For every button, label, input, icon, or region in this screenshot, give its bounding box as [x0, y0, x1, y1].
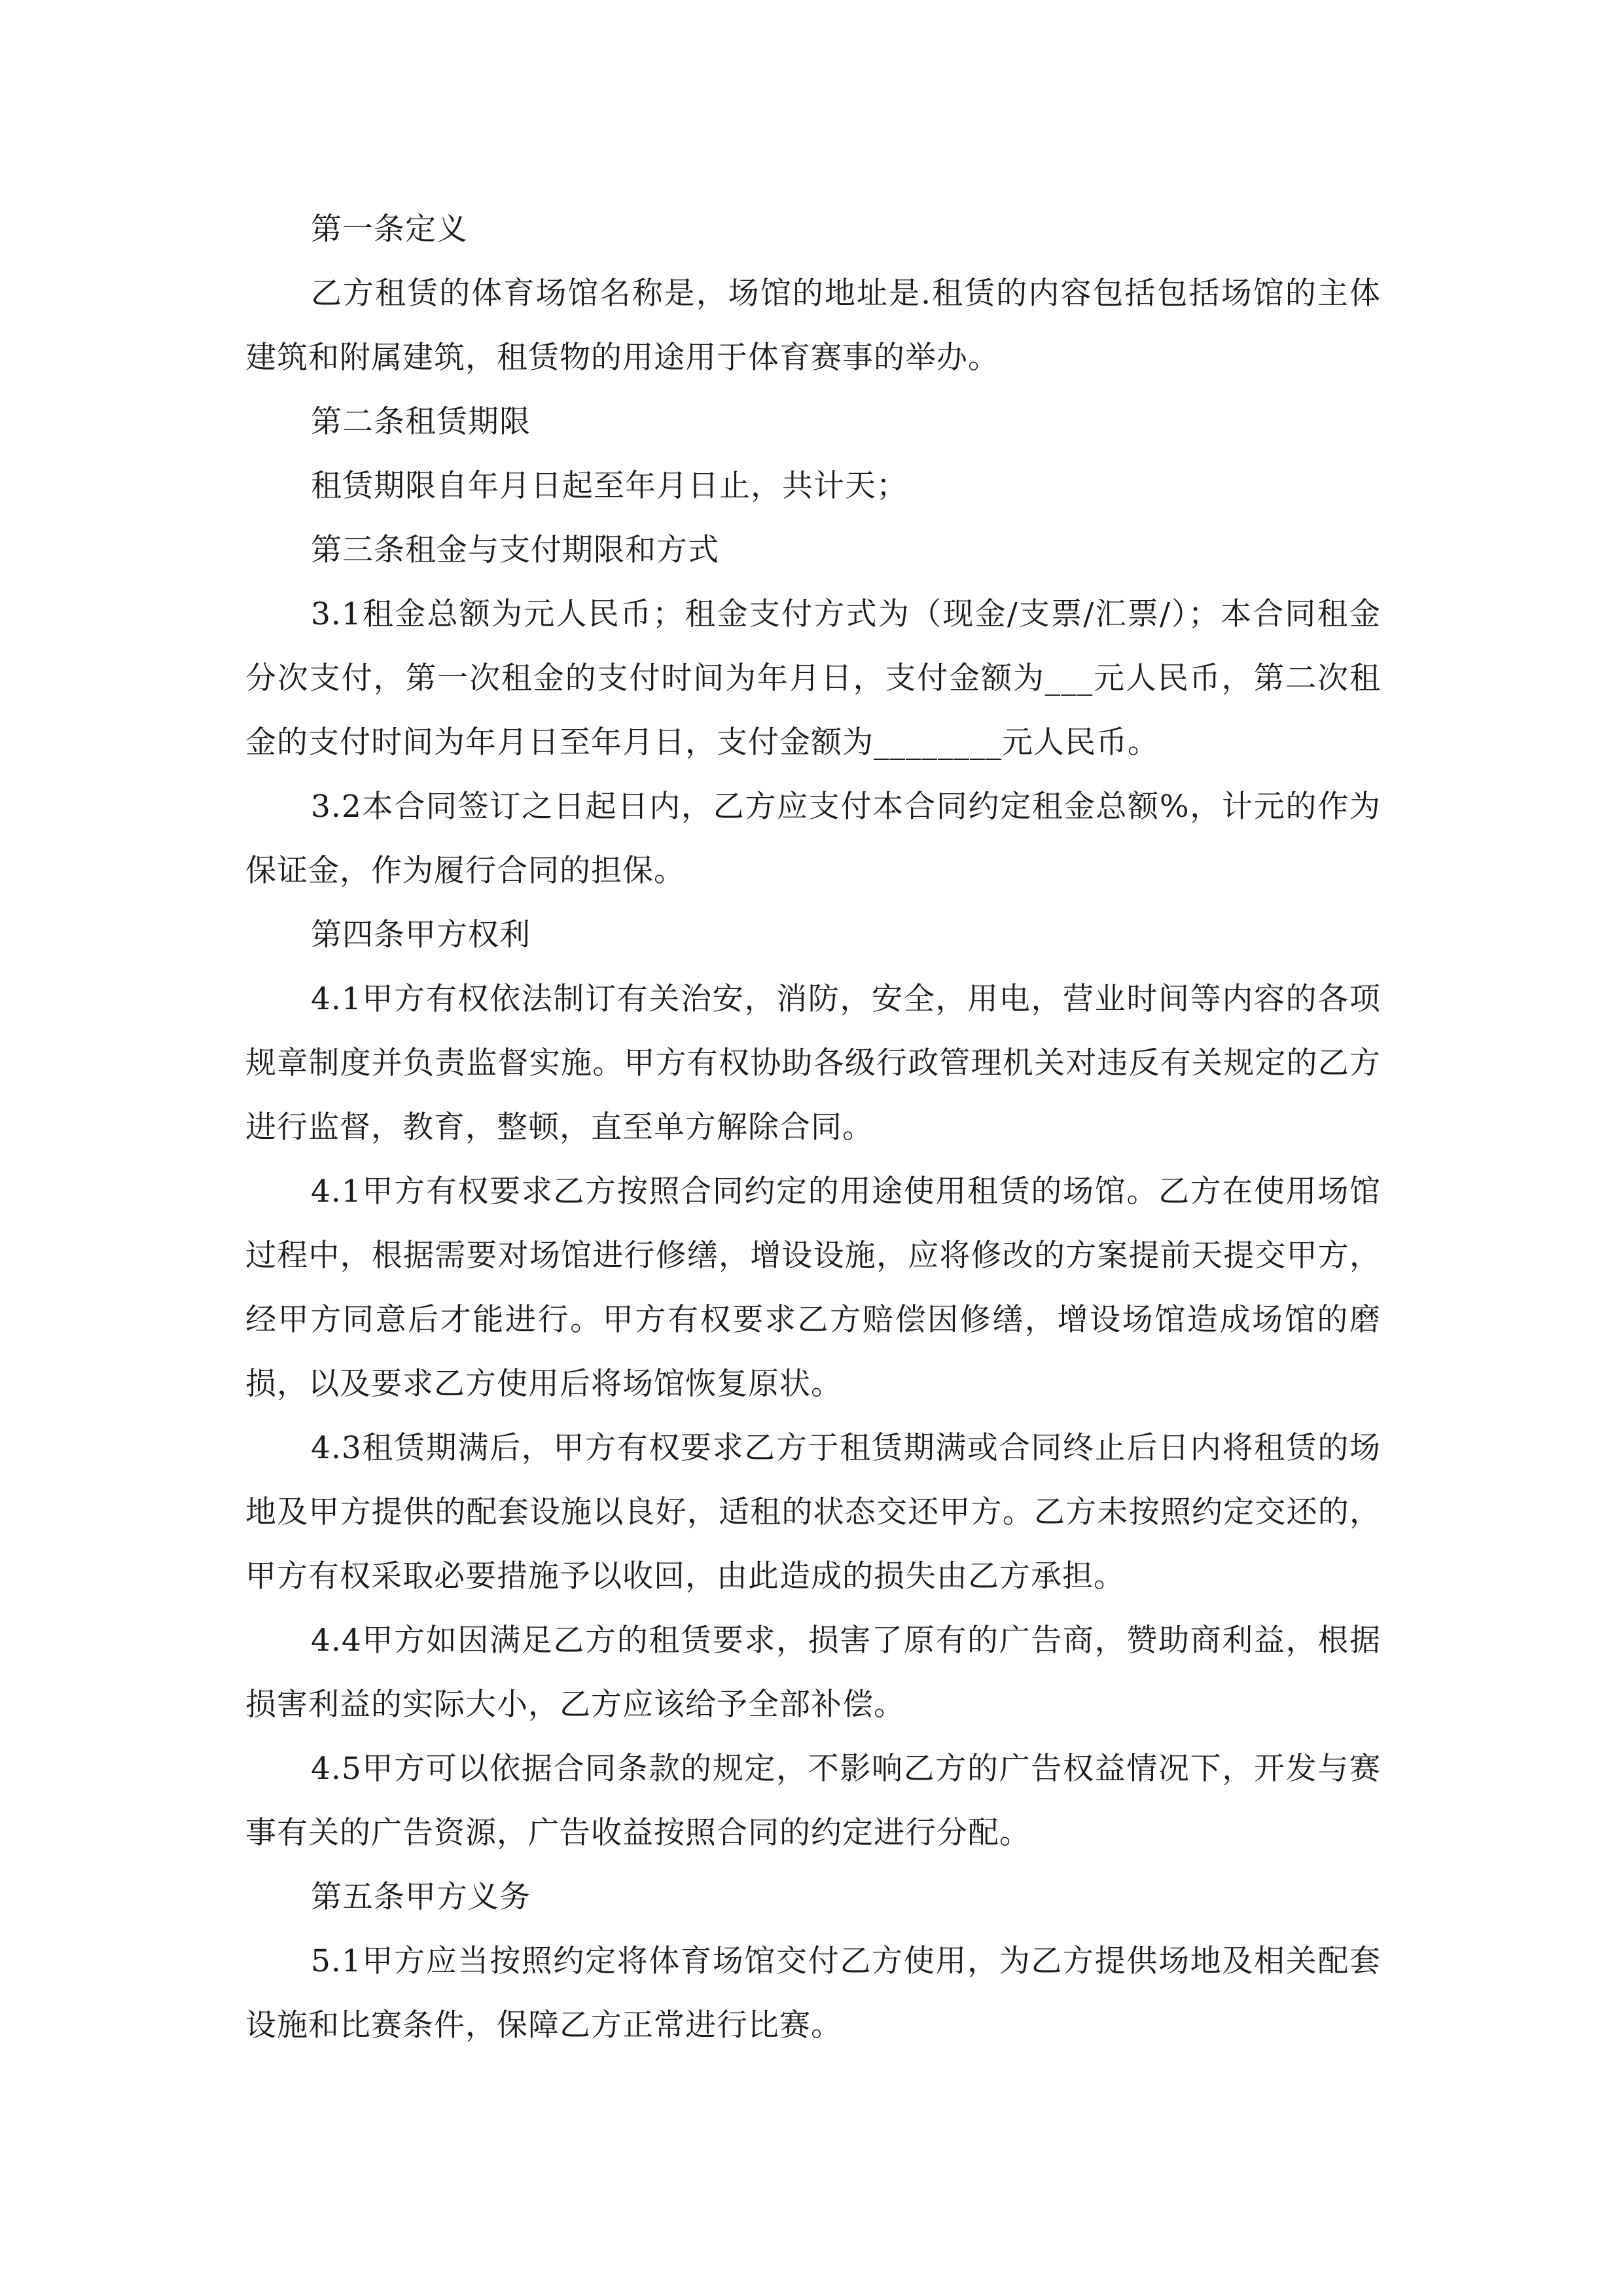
- article-1-paragraph: 乙方租赁的体育场馆名称是，场馆的地址是.租赁的内容包括包括场馆的主体建筑和附属建筑，租赁物的用途用于体育赛事的举办。: [245, 276, 1381, 376]
- clause-3-1-paragraph: 3.1租金总额为元人民币；租金支付方式为（现金/支票/汇票/）；本合同租金分次支付，第一次租金的支付时间为年月日，支付金额为___元人民币，第二次租金的支付时间为年月日至年月日，支付金额为________元人民币。: [245, 596, 1381, 761]
- document-body: [245, 198, 1381, 2058]
- article-3-heading: 第三条租金与支付期限和方式: [311, 532, 719, 568]
- article-2-paragraph: 租赁期限自年月日起至年月日止，共计天；: [311, 468, 908, 504]
- clause-4-3-paragraph: 4.3租赁期满后，甲方有权要求乙方于租赁期满或合同终止后日内将租赁的场地及甲方提供的配套设施以良好，适租的状态交还甲方。乙方未按照约定交还的，甲方有权采取必要措施予以收回，由此造成的损失由乙方承担。: [245, 1430, 1381, 1594]
- article-2-heading: 第二条租赁期限: [311, 404, 531, 440]
- clause-4-1b-paragraph: 4.1甲方有权要求乙方按照合同约定的用途使用租赁的场馆。乙方在使用场馆过程中，根据需要对场馆进行修缮，增设设施，应将修改的方案提前天提交甲方，经甲方同意后才能进行。甲方有权要求乙方赔偿因修缮，增设场馆造成场馆的磨损，以及要求乙方使用后将场馆恢复原状。: [245, 1174, 1381, 1402]
- clause-5-1-paragraph: 5.1甲方应当按照约定将体育场馆交付乙方使用，为乙方提供场地及相关配套设施和比赛条件，保障乙方正常进行比赛。: [245, 1943, 1381, 2043]
- article-4-heading: 第四条甲方权利: [311, 917, 531, 953]
- article-1-heading: 第一条定义: [311, 211, 468, 247]
- article-5-heading: 第五条甲方义务: [311, 1879, 531, 1915]
- clause-4-1-paragraph: 4.1甲方有权依法制订有关治安，消防，安全，用电，营业时间等内容的各项规章制度并负责监督实施。甲方有权协助各级行政管理机关对违反有关规定的乙方进行监督，教育，整顿，直至单方解除合同。: [245, 981, 1381, 1145]
- clause-3-2-paragraph: 3.2本合同签订之日起日内，乙方应支付本合同约定租金总额%，计元的作为保证金，作为履行合同的担保。: [245, 789, 1381, 889]
- clause-4-5-paragraph: 4.5甲方可以依据合同条款的规定，不影响乙方的广告权益情况下，开发与赛事有关的广告资源，广告收益按照合同的约定进行分配。: [245, 1751, 1381, 1851]
- clause-4-4-paragraph: 4.4甲方如因满足乙方的租赁要求，损害了原有的广告商，赞助商利益，根据损害利益的实际大小，乙方应该给予全部补偿。: [245, 1623, 1381, 1723]
